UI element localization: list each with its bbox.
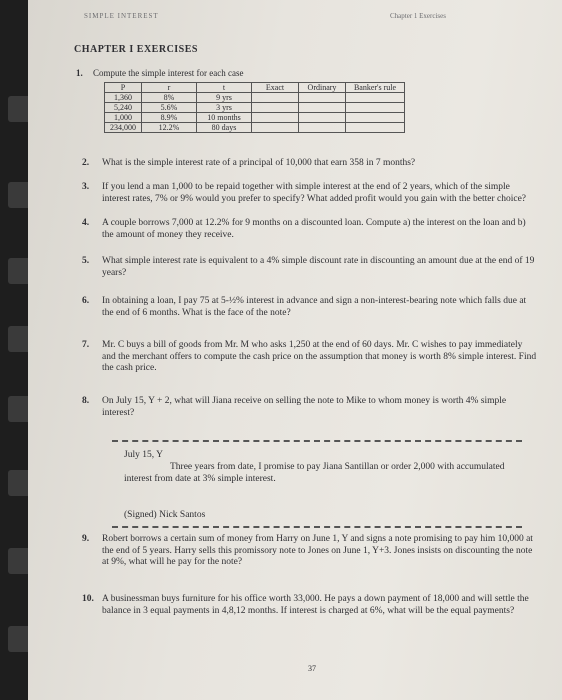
table-cell [252, 103, 299, 113]
table-cell: 5,240 [105, 103, 142, 113]
binder-tab [8, 326, 28, 352]
table-row [105, 103, 405, 113]
chapter-title: CHAPTER I EXERCISES [74, 44, 198, 55]
promissory-note [112, 440, 522, 528]
table-cell [299, 113, 346, 123]
page-number: 37 [308, 664, 316, 673]
question-number: 3. [82, 182, 90, 192]
table-row [105, 93, 405, 103]
question-text: What simple interest rate is equivalent to a 4% simple discount rate in discounting an amount due at the end of 19 years? [102, 256, 535, 278]
binder-tab [8, 182, 28, 208]
binder-tab [8, 626, 28, 652]
question-number: 4. [82, 218, 90, 228]
question-number: 5. [82, 256, 90, 266]
interest-table [104, 82, 405, 133]
table-cell: 80 days [197, 123, 252, 133]
question-text: On July 15, Y + 2, what will Jiana receive on selling the note to Mike to whom money is worth 4% simple interest? [102, 396, 507, 418]
table-cell: 234,000 [105, 123, 142, 133]
question-text: Mr. C buys a bill of goods from Mr. M who asks 1,250 at the end of 60 days. Mr. C wishes to pay immediately and the merchant offers to compute the cash price on the assumption that money is worth 8% simple interest. Find the cash price. [102, 340, 537, 373]
question-10 [82, 594, 537, 617]
question-text: If you lend a man 1,000 to be repaid together with simple interest at the end of 2 years, which of the simple interest rates, 7% or 9% would you prefer to specify? What added profit would you gain with the better choice? [102, 182, 527, 204]
question-text: A businessman buys furniture for his office worth 33,000. He pays a down payment of 18,000 and will settle the balance in 3 equal payments in 4,8,12 months. If interest is charged at 6%, what will be the equal payments? [102, 594, 529, 616]
table-row [105, 123, 405, 133]
question-number: 1. [76, 68, 83, 78]
question-number: 10. [82, 594, 94, 604]
running-header-left: SIMPLE INTEREST [84, 12, 159, 20]
col-header-exact: Exact [252, 83, 299, 93]
question-1 [76, 68, 243, 78]
table-cell: 10 months [197, 113, 252, 123]
col-header-principal: P [105, 83, 142, 93]
note-body [124, 462, 514, 485]
col-header-ordinary: Ordinary [299, 83, 346, 93]
table-cell [346, 123, 405, 133]
question-text: Compute the simple interest for each case [93, 68, 244, 78]
note-signature: (Signed) Nick Santos [124, 510, 206, 520]
question-number: 9. [82, 534, 90, 544]
table-cell [252, 123, 299, 133]
question-number: 6. [82, 296, 90, 306]
table-cell [346, 113, 405, 123]
table-cell [299, 123, 346, 133]
table-row [105, 113, 405, 123]
question-4 [82, 218, 537, 241]
question-6 [82, 296, 537, 319]
table-header-row [105, 83, 405, 93]
binder-edge [0, 0, 28, 700]
document-page [28, 0, 562, 700]
col-header-rate: r [142, 83, 197, 93]
binder-tab [8, 96, 28, 122]
table-cell: 12.2% [142, 123, 197, 133]
question-3 [82, 182, 537, 205]
table-cell [299, 103, 346, 113]
question-number: 7. [82, 340, 90, 350]
question-5 [82, 256, 537, 279]
table-cell: 3 yrs [197, 103, 252, 113]
table-cell: 5.6% [142, 103, 197, 113]
table-cell [252, 93, 299, 103]
table-cell [346, 93, 405, 103]
binder-tab [8, 548, 28, 574]
table-cell [299, 93, 346, 103]
question-9 [82, 534, 537, 569]
question-text: A couple borrows 7,000 at 12.2% for 9 months on a discounted loan. Compute a) the interest on the loan and b) the amount of money they receive. [102, 218, 526, 240]
binder-tab [8, 396, 28, 422]
col-header-time: t [197, 83, 252, 93]
binder-tab [8, 258, 28, 284]
table-cell: 8% [142, 93, 197, 103]
table-cell: 1,360 [105, 93, 142, 103]
question-text: Robert borrows a certain sum of money from Harry on June 1, Y and signs a note promising to pay him 10,000 at the end of 5 years. Harry sells this promissory note to Jones on June 1, Y+3. Jones insists on discounting the note at 9%, what will he pay for the note? [102, 534, 533, 567]
table-cell [252, 113, 299, 123]
question-7 [82, 340, 537, 375]
note-date: July 15, Y [124, 450, 163, 460]
note-body-text: Three years from date, I promise to pay Jiana Santillan or order 2,000 with accumulated interest from date at 3% simple interest. [124, 462, 505, 484]
binder-tab [8, 470, 28, 496]
question-number: 2. [82, 158, 90, 168]
question-number: 8. [82, 396, 90, 406]
col-header-bankers-rule: Banker's rule [346, 83, 405, 93]
running-header-right: Chapter 1 Exercises [390, 12, 446, 20]
question-2 [82, 158, 537, 170]
table-cell: 8.9% [142, 113, 197, 123]
question-text: What is the simple interest rate of a principal of 10,000 that earn 358 in 7 months? [102, 158, 416, 168]
question-text: In obtaining a loan, I pay 75 at 5-½% interest in advance and sign a non-interest-bearing note which falls due at the end of 6 months. What is the face of the note? [102, 296, 527, 318]
table-cell: 9 yrs [197, 93, 252, 103]
table-cell: 1,000 [105, 113, 142, 123]
question-8 [82, 396, 537, 419]
table-cell [346, 103, 405, 113]
